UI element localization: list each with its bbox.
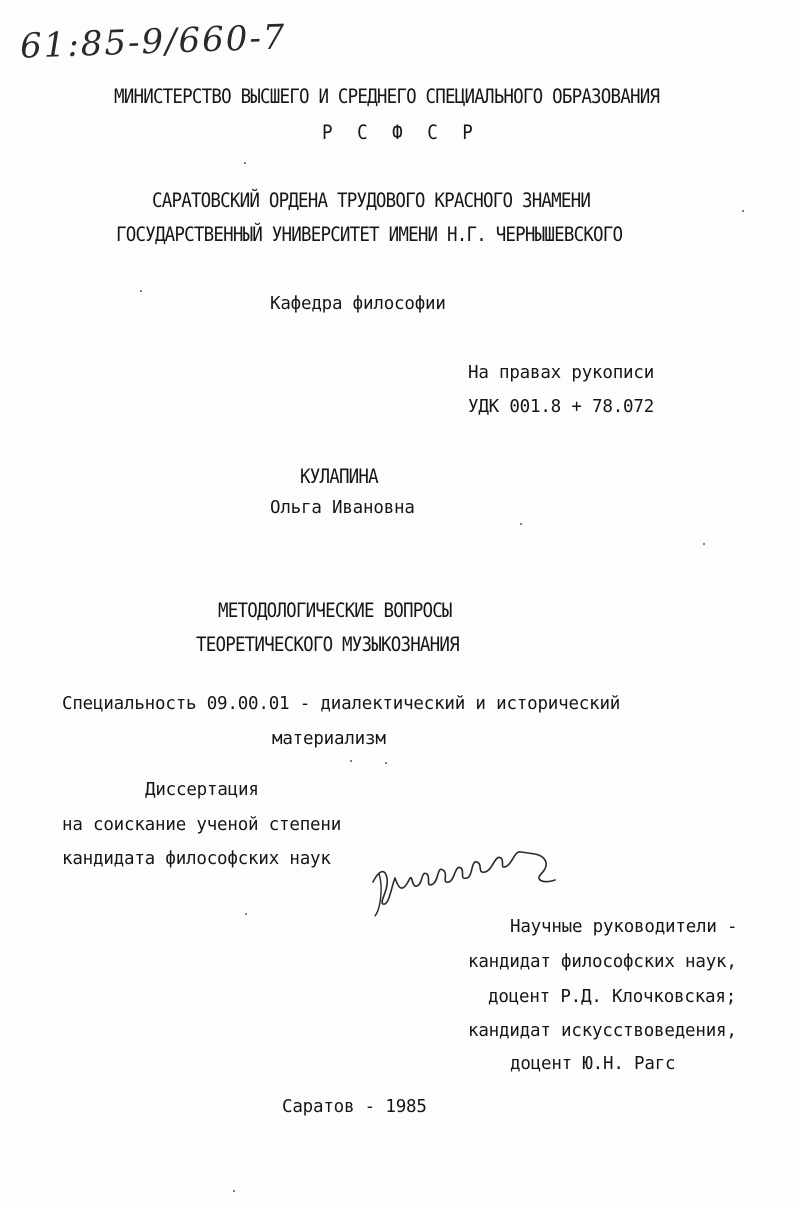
author-signature — [365, 830, 575, 920]
scan-speck — [385, 762, 387, 764]
supervisor-2-degree: кандидат искусствоведения, — [468, 1021, 737, 1041]
scan-speck — [233, 1190, 235, 1192]
author-surname: КУЛАПИНА — [300, 466, 378, 489]
scan-speck — [350, 760, 352, 762]
specialty-line2: материализм — [272, 729, 386, 749]
manuscript-rights-label: На правах рукописи — [468, 363, 655, 383]
dissertation-title-line1: МЕТОДОЛОГИЧЕСКИЕ ВОПРОСЫ — [218, 600, 452, 623]
scan-speck — [703, 543, 705, 545]
university-heading-line2: ГОСУДАРСТВЕННЫЙ УНИВЕРСИТЕТ ИМЕНИ Н.Г. ЧЕРНЫШЕВСКОГО — [116, 224, 623, 247]
scan-speck — [245, 913, 247, 915]
archive-code-handwritten: 61:85-9/660-7 — [19, 17, 288, 67]
author-given-names: Ольга Ивановна — [270, 498, 415, 518]
supervisors-heading: Научные руководители - — [510, 917, 738, 937]
dissertation-title-line2: ТЕОРЕТИЧЕСКОГО МУЗЫКОЗНАНИЯ — [196, 634, 459, 657]
scan-speck — [520, 523, 522, 525]
supervisor-2-name: доцент Ю.Н. Рагс — [510, 1054, 676, 1074]
scan-speck — [140, 290, 142, 292]
supervisor-1-degree: кандидат философских наук, — [468, 952, 737, 972]
scan-speck — [244, 162, 246, 164]
ministry-heading: МИНИСТЕРСТВО ВЫСШЕГО И СРЕДНЕГО СПЕЦИАЛЬНОГО ОБРАЗОВАНИЯ — [114, 86, 660, 109]
dissertation-type-line1: Диссертация — [145, 780, 259, 800]
university-heading-line1: САРАТОВСКИЙ ОРДЕНА ТРУДОВОГО КРАСНОГО ЗНАМЕНИ — [152, 190, 591, 213]
dissertation-type-line2: на соискание ученой степени — [62, 815, 342, 835]
city-year: Саратов - 1985 — [282, 1097, 427, 1117]
dissertation-type-line3: кандидата философских наук — [62, 849, 331, 869]
supervisor-1-name: доцент Р.Д. Клочковская; — [488, 987, 737, 1007]
scan-speck — [742, 210, 744, 212]
department-label: Кафедра философии — [270, 294, 446, 314]
specialty-line1: Специальность 09.00.01 - диалектический и исторический — [62, 694, 621, 714]
udc-code: УДК 001.8 + 78.072 — [468, 397, 655, 417]
republic-heading: Р С Ф С Р — [322, 122, 480, 145]
